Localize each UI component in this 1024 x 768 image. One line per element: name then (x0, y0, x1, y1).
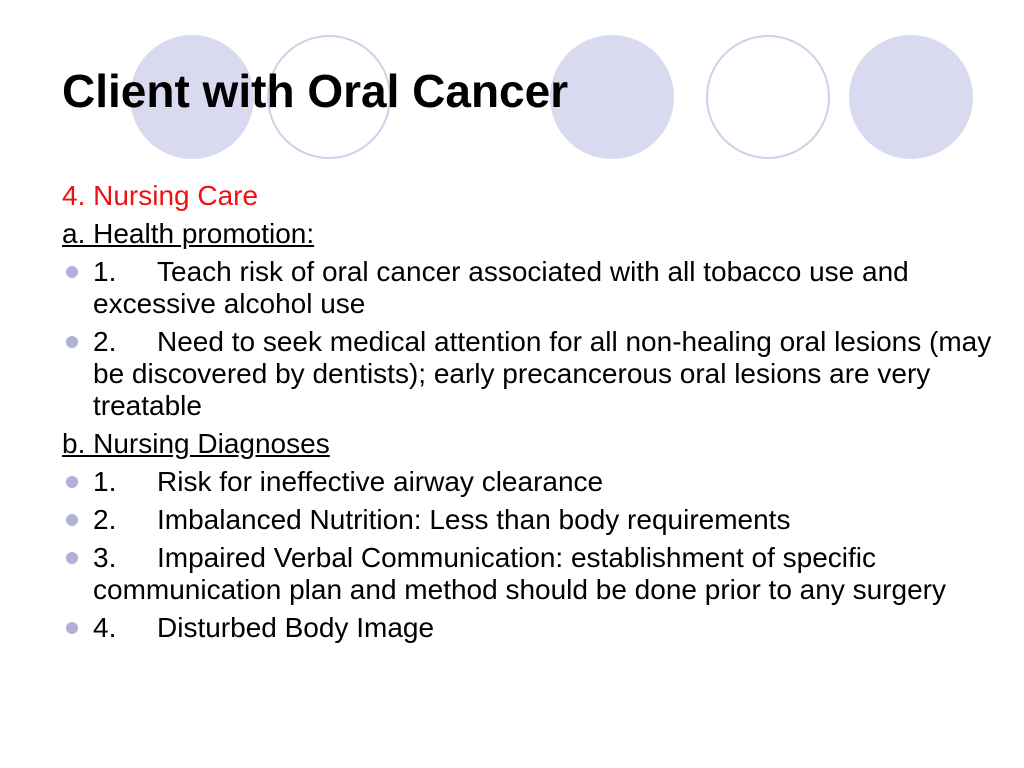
list-item-text (93, 466, 603, 498)
list-item (62, 326, 992, 422)
slide-title: Client with Oral Cancer (62, 65, 569, 117)
decorative-circle-5 (849, 35, 973, 159)
slide-body (62, 180, 992, 650)
item-text: Risk for ineffective airway clearance (157, 466, 604, 497)
item-number: 2. (93, 504, 117, 535)
list-item-text (93, 326, 992, 422)
bullet-icon (66, 336, 78, 348)
item-number: 4. (93, 612, 117, 643)
bullet-icon (66, 514, 78, 526)
bullet-icon (66, 622, 78, 634)
health-promotion-list (62, 256, 992, 422)
bullet-icon (66, 266, 78, 278)
bullet-icon (66, 552, 78, 564)
list-item (62, 612, 992, 644)
item-text: Teach risk of oral cancer associated with all tobacco use and excessive alcohol use (93, 256, 909, 319)
subsection-heading-health-promotion: a. Health promotion: (62, 218, 315, 249)
list-item-text (93, 256, 992, 320)
item-number: 3. (93, 542, 117, 573)
list-item-text (93, 504, 790, 536)
list-item-text (93, 542, 992, 606)
subsection-heading-nursing-diagnoses: b. Nursing Diagnoses (62, 428, 330, 459)
section-heading: 4. Nursing Care (62, 180, 259, 211)
list-item (62, 466, 992, 498)
list-item (62, 256, 992, 320)
item-text: Need to seek medical attention for all non-healing oral lesions (may be discovered by dentists); early precancerous oral lesions are very treatable (93, 326, 992, 421)
item-number: 1. (93, 256, 117, 287)
bullet-icon (66, 476, 78, 488)
item-number: 2. (93, 326, 117, 357)
item-text: Imbalanced Nutrition: Less than body requirements (157, 504, 791, 535)
item-number: 1. (93, 466, 117, 497)
list-item (62, 542, 992, 606)
list-item-text (93, 612, 434, 644)
decorative-circle-4 (706, 35, 830, 159)
list-item (62, 504, 992, 536)
item-text: Impaired Verbal Communication: establishment of specific communication plan and method should be done prior to any surgery (93, 542, 946, 605)
nursing-diagnoses-list (62, 466, 992, 644)
decorative-circle-3 (550, 35, 674, 159)
item-text: Disturbed Body Image (157, 612, 435, 643)
